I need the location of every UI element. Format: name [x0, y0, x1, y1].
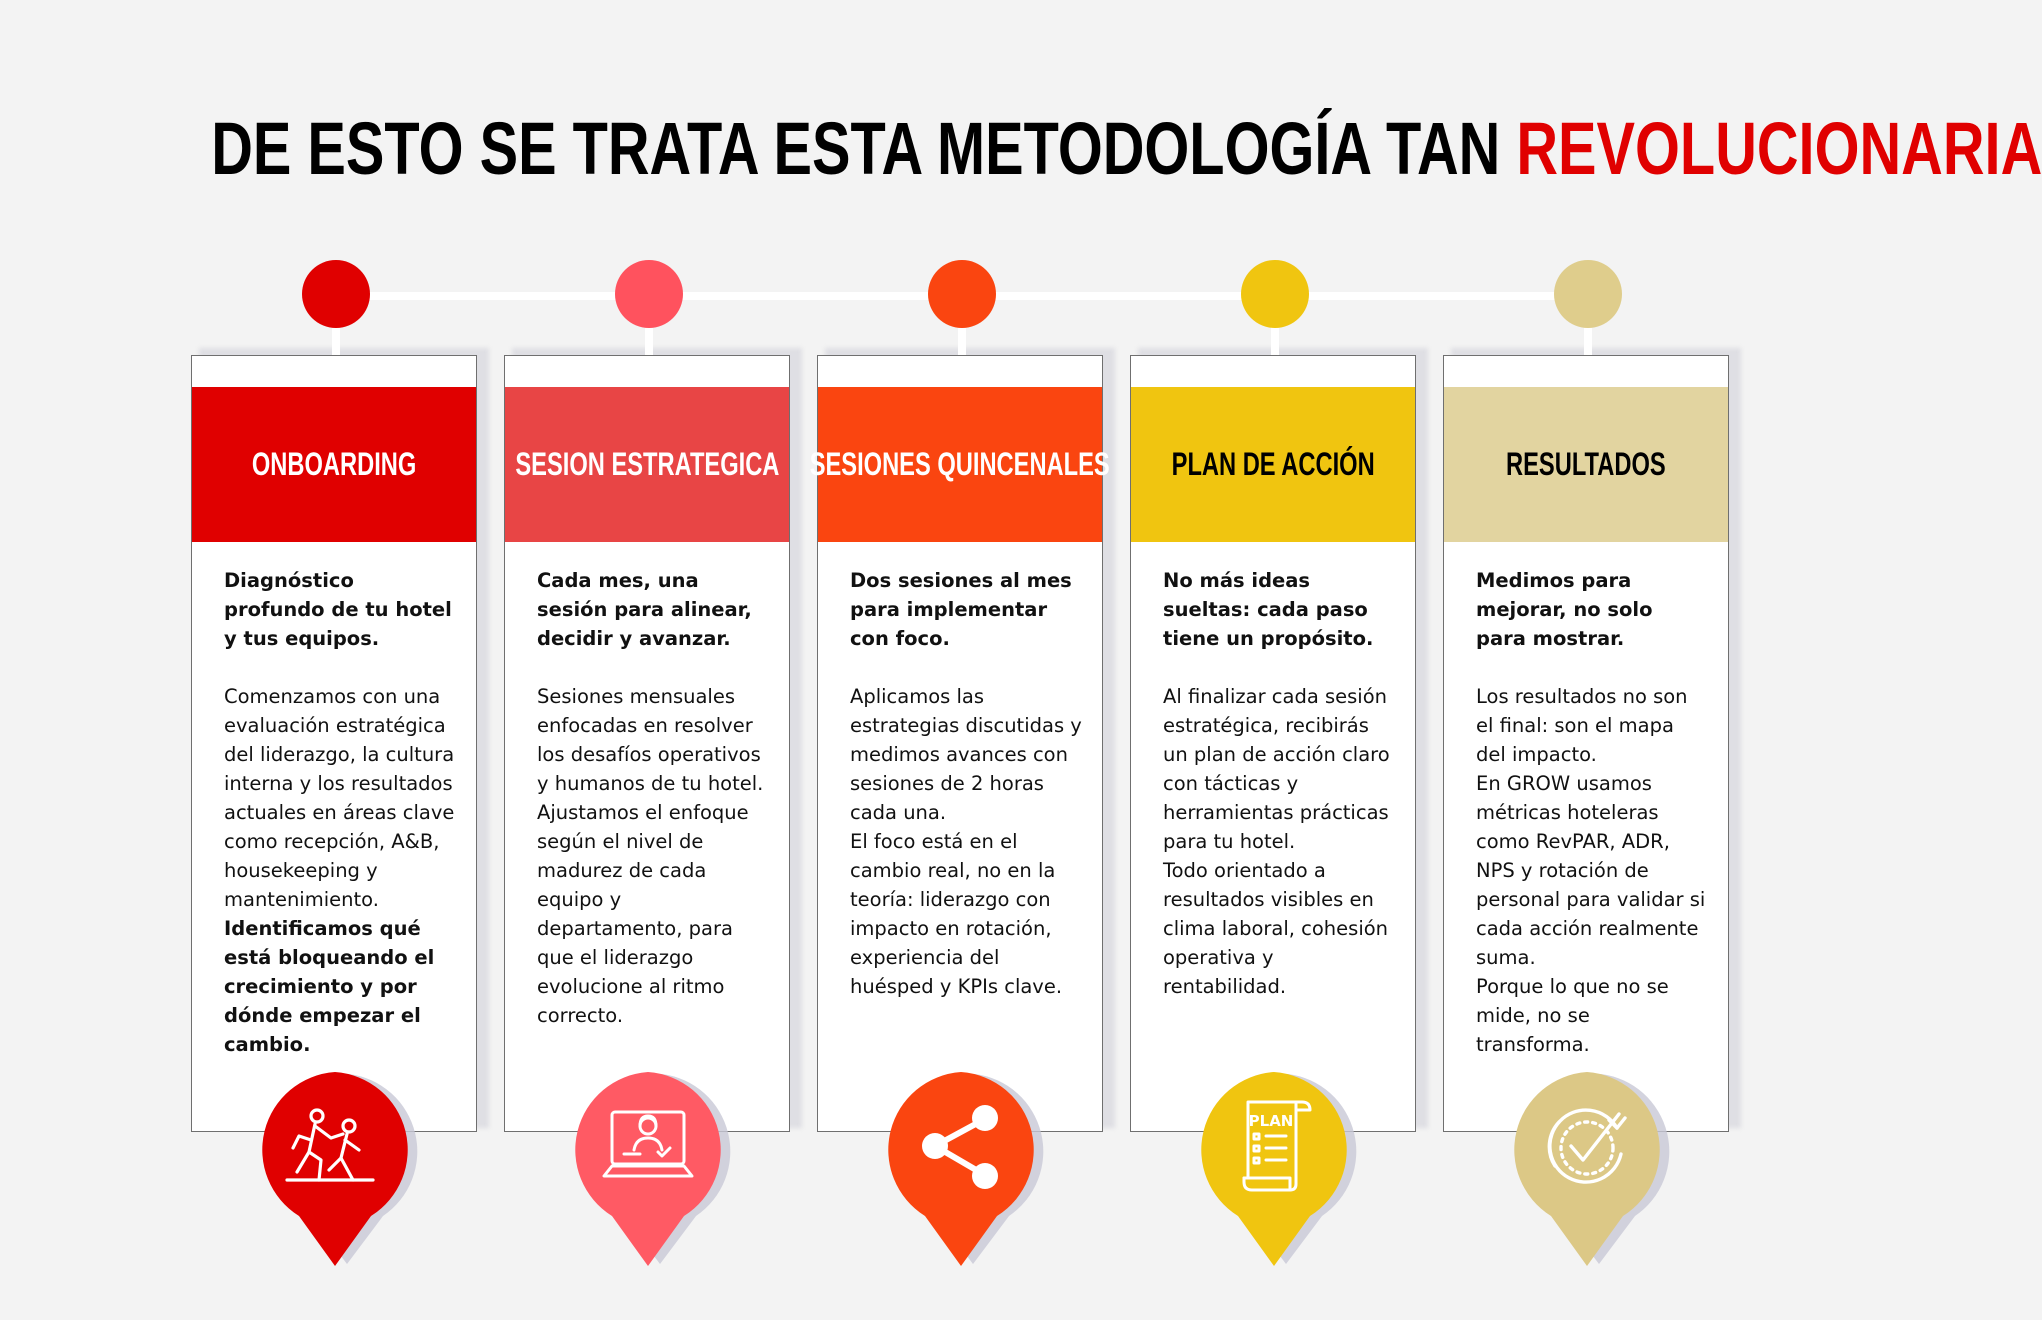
card-lead: Dos sesiones al mes para implementar con foco.: [850, 569, 1072, 650]
check-cycle-icon: [1505, 1068, 1669, 1268]
timeline-dot: [928, 260, 996, 328]
card-lead: No más ideas sueltas: cada paso tiene un propósito.: [1163, 569, 1374, 650]
card-header: [1131, 387, 1415, 542]
card-text: Al finalizar cada sesión estratégica, recibirás un plan de acción claro con tácticas y herramientas prácticas para tu hotel. Todo orientado a resultados visibles en clima laboral, cohesión operativa y rentabilidad.: [1163, 685, 1390, 998]
card-body: [224, 566, 456, 1059]
plan-icon-label: PLAN: [1248, 1112, 1294, 1130]
timeline-connector: [645, 326, 653, 356]
card-body: [1163, 566, 1395, 1001]
card-header: [809, 387, 1111, 542]
card-text: Comenzamos con una evaluación estratégica del liderazgo, la cultura interna y los resultados actuales en áreas clave como recepción, A&B, housekeeping y mantenimiento.: [224, 685, 455, 911]
share-icon: [879, 1068, 1043, 1268]
step-card: [504, 355, 790, 1132]
card-title: ONBOARDING: [251, 446, 417, 482]
card-header: [192, 387, 476, 542]
step-onboarding: [191, 260, 481, 1270]
card-text-bold: Identificamos qué está bloqueando el crecimiento y por dónde empezar el cambio.: [224, 917, 435, 1056]
title-main: DE ESTO SE TRATA ESTA METODOLOGÍA TAN: [211, 107, 1517, 190]
timeline-connector: [1584, 326, 1592, 356]
card-text: Los resultados no son el final: son el mapa del impacto. En GROW usamos métricas hoteleras como RevPAR, ADR, NPS y rotación de personal para validar si cada acción realmente suma. Porque lo que no se mide, no se transforma.: [1476, 685, 1706, 1056]
card-lead: Cada mes, una sesión para alinear, decidir y avanzar.: [537, 569, 752, 650]
card-title: PLAN DE ACCIÓN: [1171, 446, 1375, 482]
step-card: [1130, 355, 1416, 1132]
step-sesiones-quincenales: [809, 260, 1111, 1270]
timeline-dot: [302, 260, 370, 328]
card-header: [505, 387, 789, 542]
card-text: Sesiones mensuales enfocadas en resolver los desafíos operativos y humanos de tu hotel. Ajustamos el enfoque según el nivel de madurez de cada equipo y departamento, para que el liderazgo evolucione al ritmo correcto.: [537, 685, 764, 1027]
card-header: [1444, 387, 1728, 542]
step-resultados: [1443, 260, 1733, 1270]
card-lead: Diagnóstico profundo de tu hotel y tus equipos.: [224, 569, 452, 650]
step-card: [191, 355, 477, 1132]
step-plan-de-accion: [1130, 260, 1420, 1270]
card-lead: Medimos para mejorar, no solo para mostrar.: [1476, 569, 1653, 650]
title-accent: REVOLUCIONARIA: [1516, 107, 2042, 190]
page-title: [211, 107, 2042, 190]
timeline-dot: [615, 260, 683, 328]
card-title: RESULTADOS: [1506, 446, 1666, 482]
card-title: SESIONES QUINCENALES: [809, 446, 1111, 482]
timeline-dot: [1241, 260, 1309, 328]
card-title: SESION ESTRATEGICA: [514, 446, 780, 482]
timeline-connector: [332, 326, 340, 356]
card-text: Aplicamos las estrategias discutidas y medimos avances con sesiones de 2 horas cada una. El foco está en el cambio real, no en la teoría: liderazgo con impacto en rotación, experiencia del huésped y KPIs clave.: [850, 685, 1082, 998]
timeline-connector: [958, 326, 966, 356]
card-body: [1476, 566, 1708, 1059]
card-body: [537, 566, 769, 1030]
timeline-dot: [1554, 260, 1622, 328]
step-sesion-estrategica: [504, 260, 794, 1270]
step-card: [809, 355, 1111, 1132]
plan-scroll-icon: [1192, 1068, 1356, 1268]
step-card: [1443, 355, 1729, 1132]
teamwork-climb-icon: [253, 1068, 417, 1268]
timeline-connector: [1271, 326, 1279, 356]
laptop-video-call-icon: [566, 1068, 730, 1268]
card-body: [850, 566, 1082, 1001]
